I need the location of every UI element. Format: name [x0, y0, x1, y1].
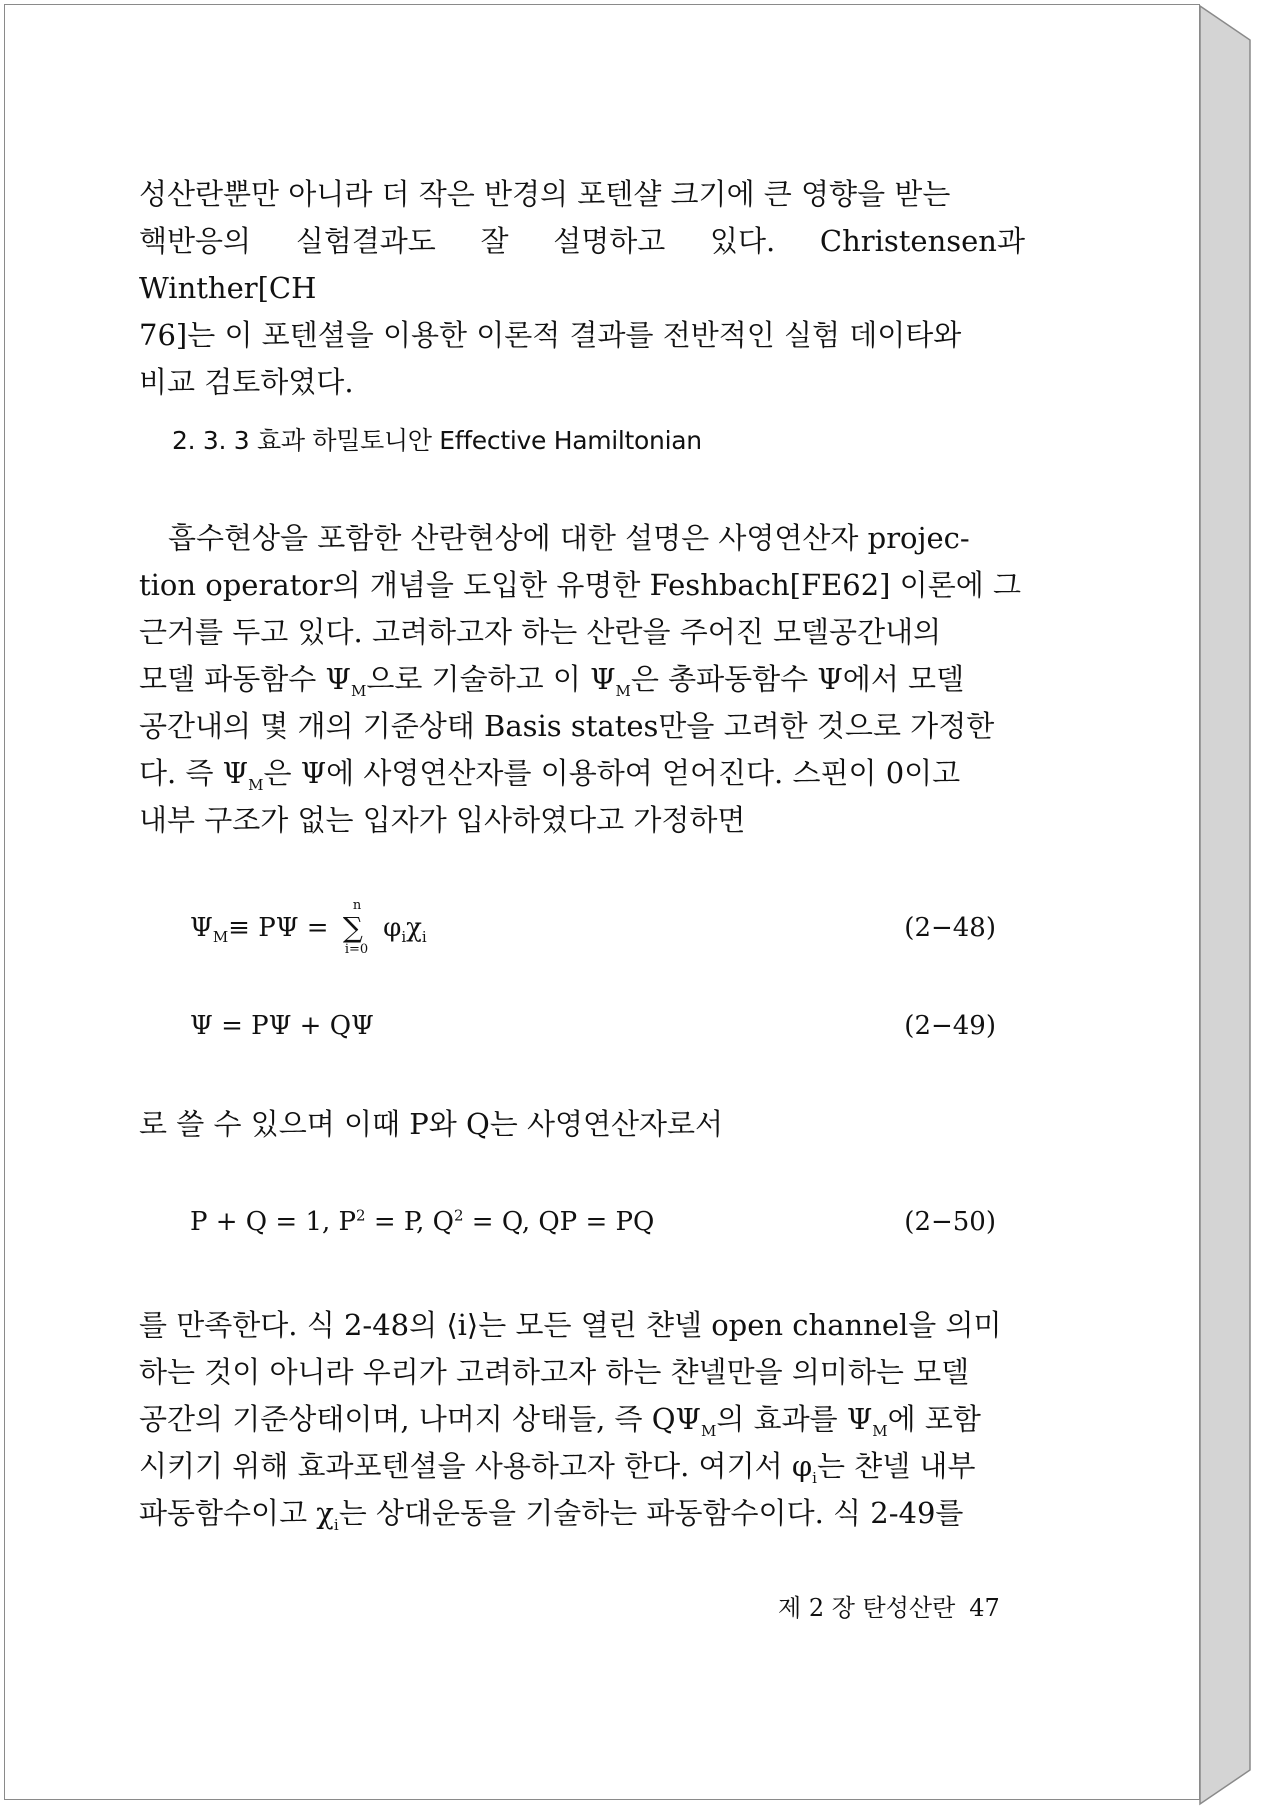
page-footer	[778, 1588, 1000, 1623]
text-line: 파동함수이고 $\chi_i$는 상대운동을 기술하는 파동함수이다. 식 2-49를	[139, 1496, 964, 1534]
section-heading: 2. 3. 3 효과 하밀토니안 Effective Hamiltonian	[172, 426, 702, 455]
text-line: tion operator의 개념을 도입한 유명한 Feshbach[FE62] 이론에 그	[139, 568, 1021, 602]
paragraph-intro	[139, 171, 1025, 406]
text-line: 흡수현상을 포함한 산란현상에 대한 설명은 사영연산자 projec-	[168, 521, 970, 555]
summation-symbol: n ∑ i=0	[342, 898, 369, 957]
text-line: 하는 것이 아니라 우리가 고려하고자 하는 챤넬만을 의미하는 모델	[139, 1355, 970, 1389]
paragraph-model-space	[139, 1302, 1025, 1537]
equation-formula: Ψ = PΨ + QΨ	[190, 1011, 374, 1041]
equation-2-50	[190, 1194, 996, 1254]
chapter-title: 제 2 장 탄성산란	[778, 1594, 956, 1622]
equation-number: (2−49)	[904, 1011, 996, 1041]
paragraph-projection	[139, 515, 1025, 844]
equation-2-49	[190, 998, 996, 1058]
text-line: 76]는 이 포텐셜을 이용한 이론적 결과를 전반적인 실험 데이타와	[139, 318, 962, 352]
text-line: 핵반응의 실험결과도 잘 설명하고 있다. Christensen과 Winther[CH	[139, 224, 1025, 305]
equation-formula: $\Psi_M\equiv P\Psi$ = n ∑ i=0 $\varphi_i\chi_i$	[190, 898, 427, 957]
page-number: 47	[969, 1594, 1000, 1622]
text-line: 다. 즉 $\Psi_M$은 Ψ에 사영연산자를 이용하여 얻어진다. 스핀이 0이고	[139, 756, 961, 794]
text-line: 성산란뿐만 아니라 더 작은 반경의 포텐샬 크기에 큰 영향을 받는	[139, 177, 951, 211]
text-line: 공간내의 몇 개의 기준상태 Basis states만을 고려한 것으로 가정한	[139, 709, 995, 743]
text-line: 를 만족한다. 식 2-48의 ⟨i⟩는 모든 열린 챤넬 open channel을 의미	[139, 1308, 1002, 1342]
equation-number: (2−50)	[904, 1207, 996, 1237]
text-line: 내부 구조가 없는 입자가 입사하였다고 가정하면	[139, 803, 746, 837]
text-line: 공간의 기준상태이며, 나머지 상태들, 즉 $Q\Psi_M$의 효과를 $\Psi_M$에 포함	[139, 1402, 981, 1440]
text-line: 근거를 두고 있다. 고려하고자 하는 산란을 주어진 모델공간내의	[139, 615, 942, 649]
text-line: 모델 파동함수 $\Psi_M$으로 기술하고 이 $\Psi_M$은 총파동함수 Ψ에서 모델	[139, 662, 965, 700]
text-line: 비교 검토하였다.	[139, 365, 354, 399]
paragraph-operators	[139, 1101, 1025, 1148]
text-line: 로 쓸 수 있으며 이때 P와 Q는 사영연산자로서	[139, 1107, 724, 1141]
equation-2-48	[190, 900, 996, 960]
text-line: 시키기 위해 효과포텐셜을 사용하고자 한다. 여기서 $\varphi_i$는 챤넬 내부	[139, 1449, 976, 1487]
equation-formula: P + Q = 1, $P^2 = P$, $Q^2 = Q$, QP = PQ	[190, 1206, 655, 1237]
equation-number: (2−48)	[904, 913, 996, 943]
